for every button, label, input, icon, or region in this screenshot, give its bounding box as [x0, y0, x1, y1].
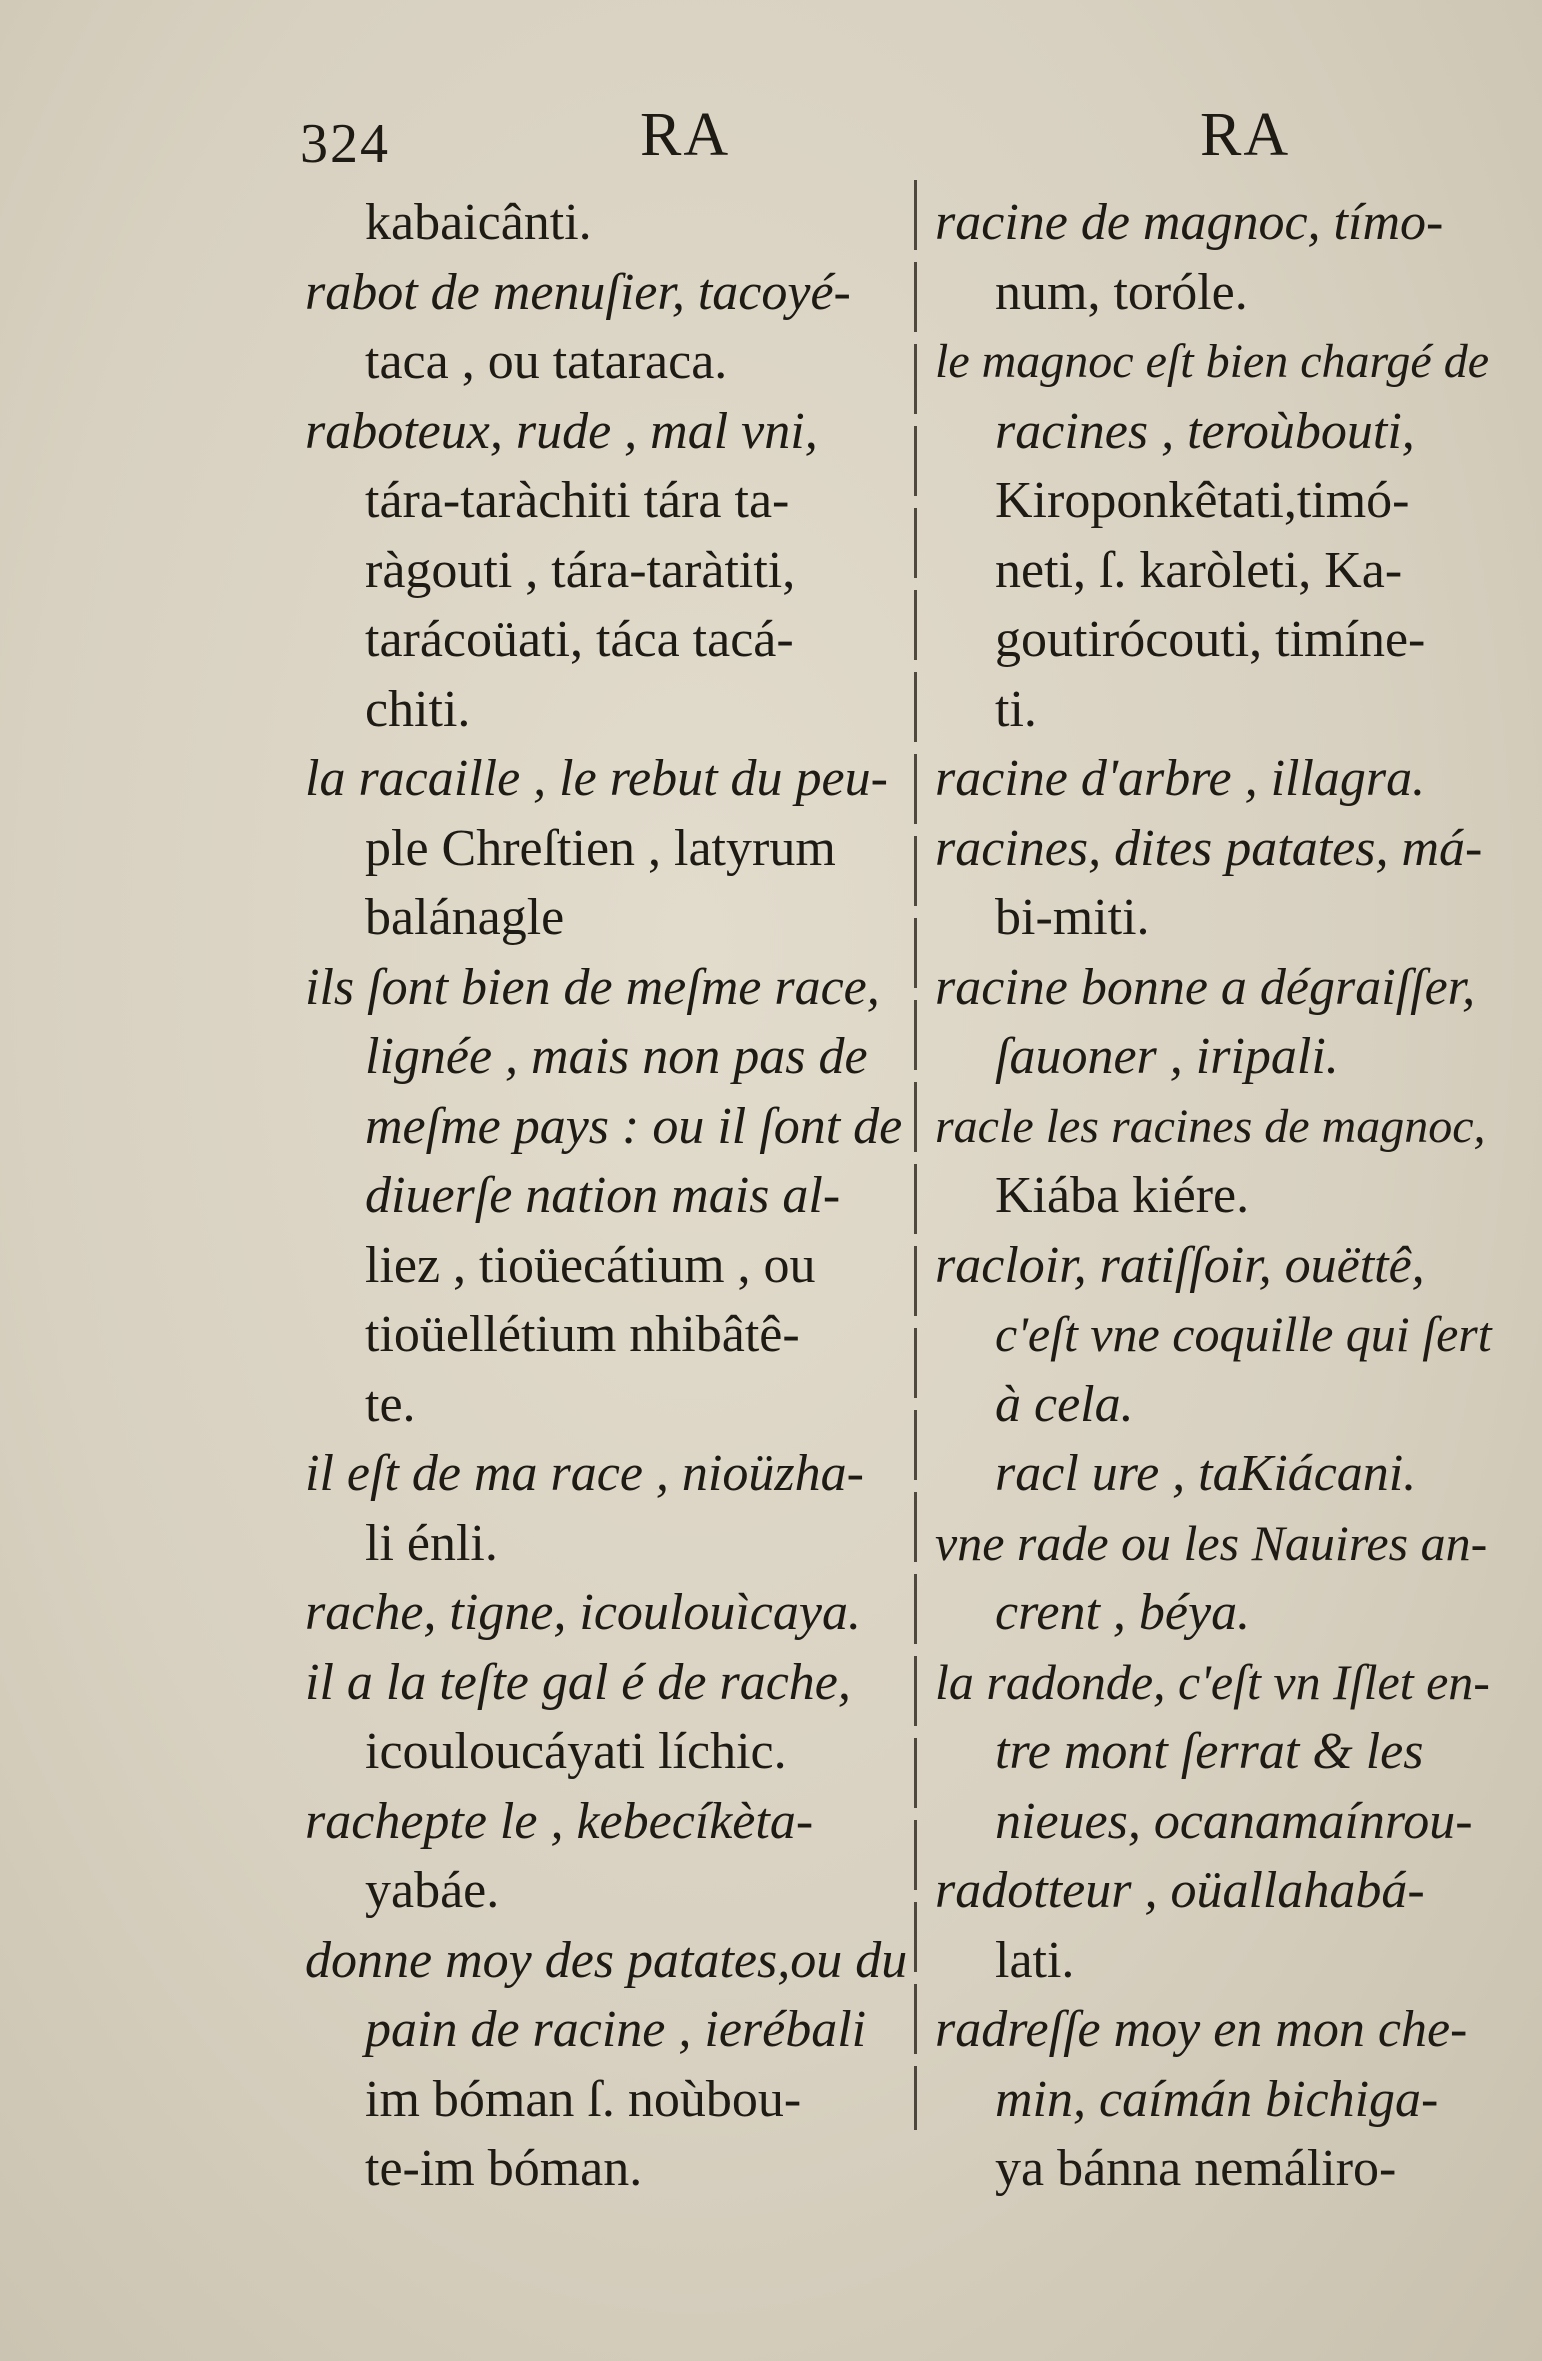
text-line: ti. [995, 680, 1037, 738]
text-line: lati. [995, 1931, 1075, 1989]
text-line: à cela. [995, 1375, 1134, 1433]
text-line: icouloucáyati líchic. [365, 1723, 787, 1780]
left-column [305, 188, 915, 2204]
text-line: min, caímán bichiga- [995, 2070, 1439, 2128]
text-line: racine d'arbre , illagra. [935, 750, 1426, 807]
left-running-heading: RA [640, 101, 731, 169]
text-line: racine bonne a dégraiſſer, [935, 958, 1476, 1016]
text-line: racines , teroùbouti, [995, 402, 1415, 460]
text-line: lignée , mais non pas de [365, 1028, 868, 1085]
text-line: le magnoc eſt bien chargé de [935, 335, 1490, 388]
text-line: ſauoner , iripali. [995, 1028, 1339, 1085]
text-line: donne moy des patates,ou du [305, 1931, 908, 1989]
text-line: meſme pays : ou il ſont de [365, 1097, 903, 1155]
text-line: c'eſt vne coquille qui ſert [995, 1306, 1492, 1362]
text-line: rachepte le , kebecíkèta- [305, 1792, 814, 1850]
text-line: racine de magnoc, tímo- [935, 194, 1444, 251]
text-line: bi-miti. [995, 889, 1150, 946]
text-line: yabáe. [365, 1862, 500, 1919]
text-line: tára-taràchiti tára ta- [365, 472, 790, 529]
text-line: vne rade ou les Nauires an- [935, 1514, 1488, 1571]
text-line: nieues, ocanamaínrou- [995, 1792, 1473, 1850]
text-line: la racaille , le rebut du peu- [305, 750, 888, 807]
text-line: te. [365, 1375, 416, 1433]
text-line: racle les racines de magnoc, [935, 1099, 1486, 1153]
text-line: tarácoüati, táca tacá- [365, 611, 794, 668]
text-line: neti, ſ. karòleti, Ka- [995, 541, 1403, 599]
text-line: la radonde, c'eſt vn Iſlet en- [935, 1653, 1490, 1710]
text-line: te-im bóman. [365, 2140, 643, 2197]
text-line: li énli. [365, 1514, 498, 1572]
text-line: tre mont ſerrat & les [995, 1723, 1424, 1780]
text-line: ple Chreſtien , latyrum [365, 819, 836, 877]
text-line: radreſſe moy en mon che- [935, 2001, 1468, 2058]
text-line: taca , ou tataraca. [365, 333, 728, 390]
text-line: pain de racine , ierébali [365, 2001, 867, 2058]
text-line: tioüellétium nhibâtê- [365, 1306, 800, 1363]
text-line: ya bánna nemáliro- [995, 2140, 1397, 2197]
text-line: diuerſe nation mais al- [365, 1167, 841, 1224]
page-number: 324 [300, 113, 390, 175]
text-line: raboteux, rude , mal vni, [305, 402, 818, 460]
text-line: ils ſont bien de meſme race, [305, 958, 880, 1016]
text-line: balánagle [365, 889, 565, 946]
text-line: Kiába kiére. [995, 1167, 1250, 1224]
text-line: num, toróle. [995, 263, 1248, 321]
text-line: goutirócouti, timíne- [995, 611, 1426, 668]
text-line: racines, dites patates, má- [935, 819, 1483, 877]
text-line: il a la teſte gal é de rache, [305, 1653, 851, 1711]
text-line: rabot de menuſier, tacoyé- [305, 263, 851, 321]
text-line: racl ure , taKiácani. [995, 1445, 1417, 1502]
text-line: ràgouti , tára-taràtiti, [365, 541, 796, 599]
text-line: chiti. [365, 680, 471, 738]
text-line: il eſt de ma race , nioüzha- [305, 1445, 864, 1502]
text-line: crent , béya. [995, 1584, 1251, 1641]
text-line: Kiroponkêtati,timó- [995, 472, 1410, 529]
text-line: kabaicânti. [365, 194, 592, 251]
right-column [935, 188, 1495, 2204]
text-line: radotteur , oüallahabá- [935, 1862, 1425, 1919]
text-line: racloir, ratiſſoir, ouëttê, [935, 1236, 1425, 1294]
text-line: liez , tioüecátium , ou [365, 1236, 816, 1294]
text-line: im bóman ſ. noùbou- [365, 2070, 802, 2128]
text-line: rache, tigne, icoulouìcaya. [305, 1584, 861, 1641]
right-running-heading: RA [1200, 101, 1291, 169]
column-divider [914, 180, 917, 2130]
